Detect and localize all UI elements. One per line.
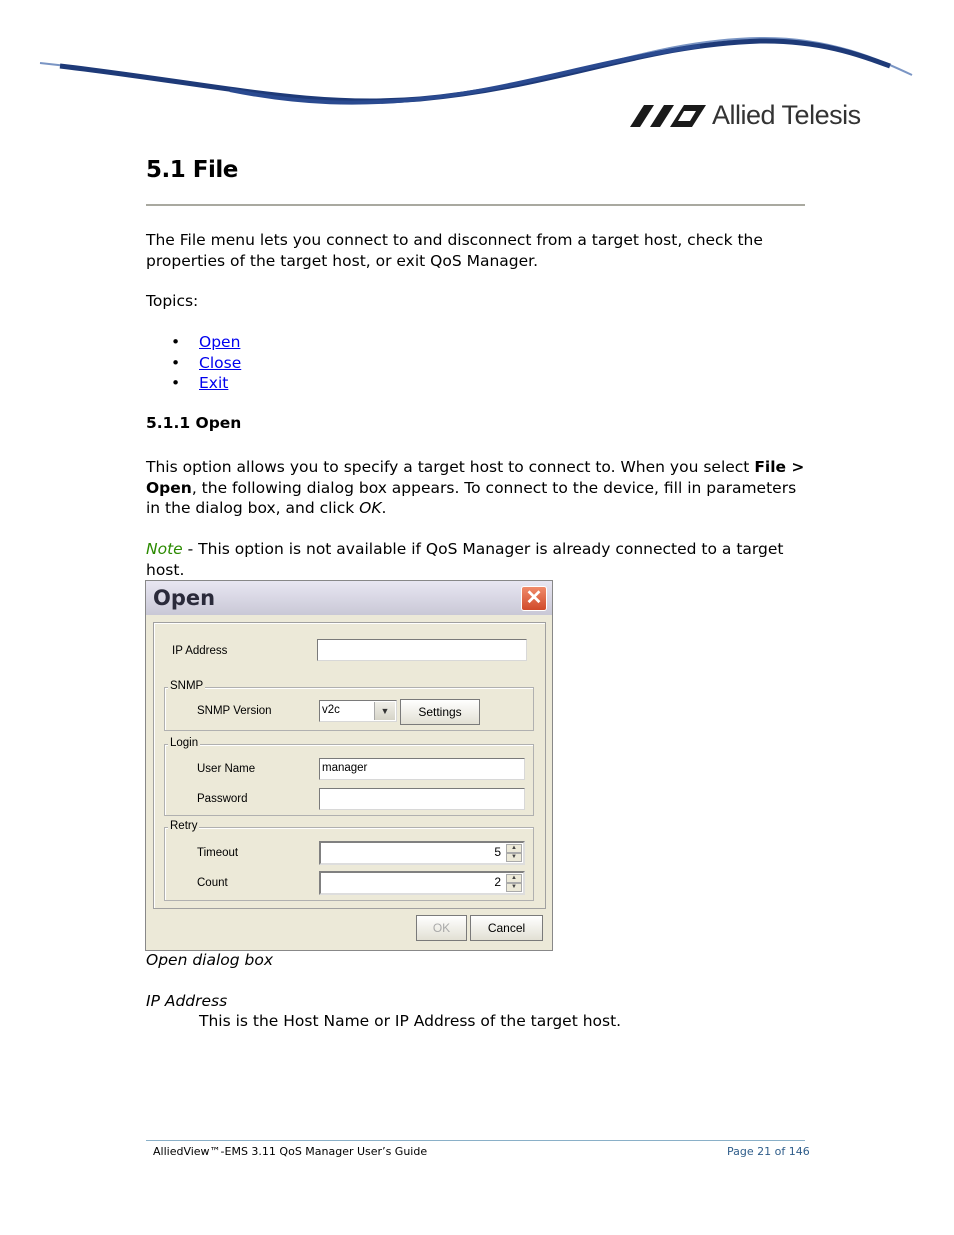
- note-paragraph: [146, 539, 811, 580]
- body-text: .: [381, 499, 387, 517]
- retry-group-label: Retry: [170, 820, 198, 832]
- count-value: 2: [494, 875, 501, 889]
- snmp-group: [164, 680, 534, 731]
- count-label: Count: [197, 877, 228, 889]
- logo-mark-icon: [630, 105, 706, 127]
- password-input[interactable]: [319, 788, 525, 810]
- list-item: • Close: [171, 353, 242, 372]
- footer-rule: [146, 1140, 805, 1141]
- snmp-version-value: v2c: [322, 704, 340, 716]
- topic-link-open[interactable]: Open: [199, 333, 241, 351]
- definition-text: This is the Host Name or IP Address of the target host.: [199, 1012, 622, 1030]
- settings-button[interactable]: Settings: [400, 699, 480, 725]
- retry-group: [164, 820, 534, 901]
- spin-down-icon[interactable]: ▼: [506, 853, 522, 862]
- open-description: [146, 457, 811, 519]
- login-group: [164, 737, 534, 816]
- cancel-button[interactable]: Cancel: [470, 915, 543, 941]
- dialog-title: Open: [153, 586, 216, 610]
- close-icon[interactable]: ✕: [521, 586, 547, 611]
- count-stepper[interactable]: [319, 871, 525, 895]
- topic-link-exit[interactable]: Exit: [199, 374, 229, 392]
- section-title: 5.1 File: [146, 157, 238, 183]
- page-number: Page 21 of 146: [727, 1145, 810, 1158]
- login-group-label: Login: [170, 737, 199, 749]
- spin-up-icon[interactable]: ▲: [506, 844, 522, 853]
- ip-address-input[interactable]: [317, 639, 527, 661]
- ok-reference: OK: [359, 499, 382, 517]
- topic-link-close[interactable]: Close: [199, 353, 242, 372]
- list-item: • Open: [171, 333, 241, 351]
- count-spin-buttons: [506, 874, 522, 892]
- body-text: , the following dialog box appears. To connect to the device, fill in parameters in the dialog box, and click: [146, 478, 797, 517]
- chevron-down-icon[interactable]: ▼: [374, 702, 395, 720]
- title-rule: [146, 204, 805, 206]
- note-text: - This option is not available if QoS Manager is already connected to a target host.: [146, 540, 784, 579]
- topics-list: [146, 332, 241, 394]
- note-label: Note: [146, 540, 183, 558]
- snmp-version-select[interactable]: [319, 700, 397, 722]
- body-text: This option allows you to specify a target host to connect to. When you select: [146, 458, 755, 476]
- timeout-stepper[interactable]: [319, 841, 525, 865]
- spin-down-icon[interactable]: ▼: [506, 883, 522, 892]
- footer-title: AlliedView™-EMS 3.11 QoS Manager User’s Guide: [153, 1145, 428, 1158]
- ip-address-label: IP Address: [172, 645, 228, 657]
- open-dialog: [145, 580, 553, 951]
- figure-caption: Open dialog box: [146, 951, 274, 969]
- password-label: Password: [197, 793, 248, 805]
- definition-term: IP Address: [146, 992, 228, 1010]
- timeout-value: 5: [494, 845, 501, 859]
- timeout-label: Timeout: [197, 847, 239, 859]
- timeout-spin-buttons: [506, 844, 522, 862]
- allied-telesis-logo: [630, 100, 861, 131]
- dialog-titlebar: [146, 581, 552, 615]
- intro-paragraph: The File menu lets you connect to and disconnect from a target host, check the properties of the target host, or exit QoS Manager.: [146, 231, 763, 270]
- spin-up-icon[interactable]: ▲: [506, 874, 522, 883]
- username-input[interactable]: manager: [319, 758, 525, 780]
- menu-path: File > Open: [146, 458, 805, 497]
- logo-text: Allied Telesis: [712, 100, 861, 130]
- ok-button[interactable]: OK: [416, 915, 467, 941]
- snmp-group-label: SNMP: [170, 680, 204, 692]
- topics-label: Topics:: [146, 292, 199, 310]
- dialog-body: [153, 622, 546, 909]
- snmp-version-label: SNMP Version: [197, 705, 272, 717]
- list-item: • Exit: [171, 374, 229, 392]
- username-label: User Name: [197, 763, 256, 775]
- subsection-title: 5.1.1 Open: [146, 414, 242, 432]
